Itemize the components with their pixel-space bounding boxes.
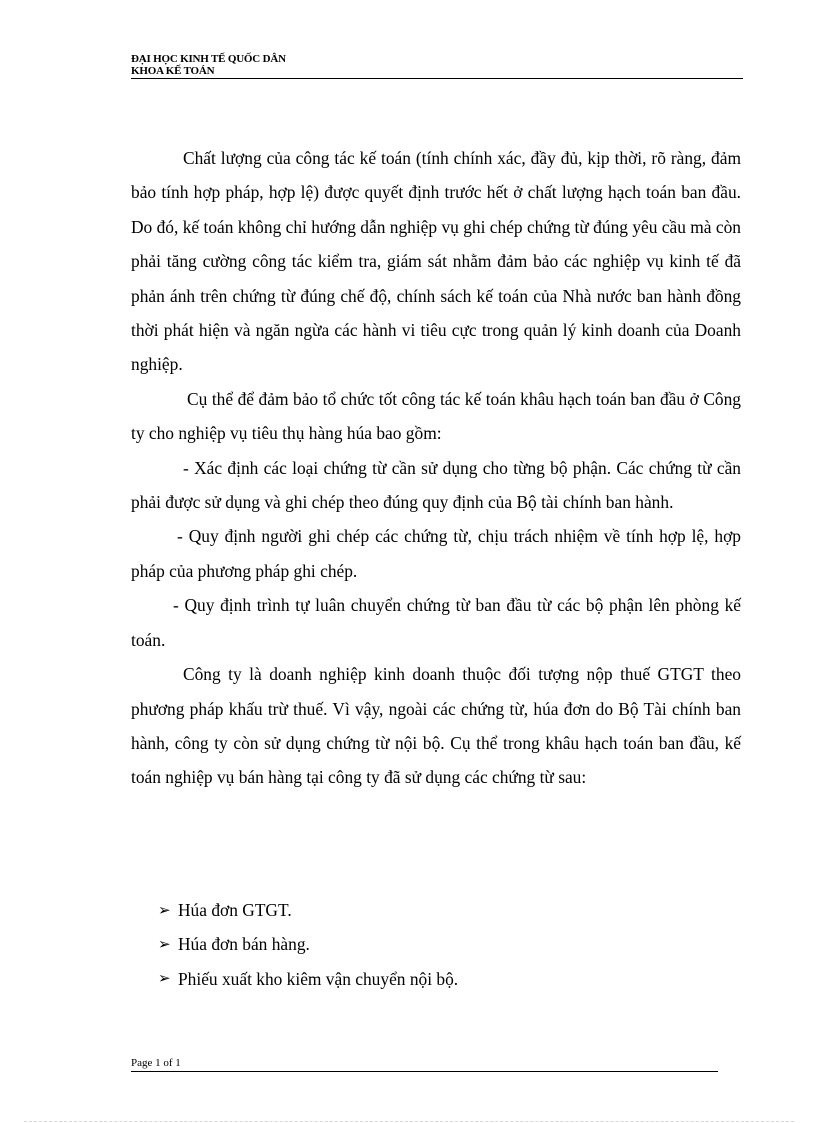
- document-body: [131, 141, 741, 795]
- header-faculty: KHOA KẾ TOÁN: [131, 65, 215, 77]
- list-item: [158, 962, 458, 996]
- list-item-text: Húa đơn bán hàng.: [178, 934, 310, 955]
- arrow-bullet-icon: ➢: [158, 900, 171, 919]
- header-university: ĐẠI HỌC KINH TẾ QUỐC DÂN: [131, 53, 286, 65]
- paragraph-recorder-responsibility: - Quy định người ghi chép các chứng từ, chịu trách nhiệm về tính hợp lệ, hợp pháp của phương pháp ghi chép.: [131, 526, 741, 581]
- list-item-text: Phiếu xuất kho kiêm vận chuyển nội bộ.: [178, 968, 459, 989]
- document-list: [158, 893, 458, 996]
- document-header: [131, 53, 743, 79]
- document-footer: [131, 1056, 718, 1072]
- paragraph-document-types: - Xác định các loại chứng từ cần sử dụng cho từng bộ phận. Các chứng từ cần phải được sử dụng và ghi chép theo đúng quy định của Bộ tài chính ban hành.: [131, 457, 741, 513]
- page-edge-divider: [24, 1121, 794, 1122]
- page-number: Page 1 of 1: [131, 1057, 181, 1069]
- list-item-text: Húa đơn GTGT.: [178, 900, 292, 920]
- list-item: [158, 893, 458, 927]
- arrow-bullet-icon: ➢: [158, 969, 171, 988]
- paragraph-accounting-quality: Chất lượng của công tác kế toán (tính chính xác, đầy đủ, kịp thời, rõ ràng, đảm bảo tính hợp pháp, hợp lệ) được quyết định trước hết ở chất lượng hạch toán ban đầu. Do đó, kế toán không chỉ hướng dẫn nghiệp vụ ghi chép chứng từ đúng yêu cầu mà còn phải tăng cường công tác kiểm tra, giám sát nhằm đảm bảo các nghiệp vụ kinh tế đã phản ánh trên chứng từ đúng chế độ, chính sách kế toán của Nhà nước ban hành đồng thời phát hiện và ngăn ngừa các hành vi tiêu cực trong quản lý kinh doanh của Doanh nghiệp.: [131, 148, 741, 375]
- paragraph-document-flow: - Quy định trình tự luân chuyển chứng từ ban đầu từ các bộ phận lên phòng kế toán.: [131, 595, 741, 650]
- arrow-bullet-icon: ➢: [158, 935, 171, 954]
- list-item: [158, 927, 458, 961]
- paragraph-company-vat: Công ty là doanh nghiệp kinh doanh thuộc đối tượng nộp thuế GTGT theo phương pháp khấu trừ thuế. Vì vậy, ngoài các chứng từ, húa đơn do Bộ Tài chính ban hành, công ty còn sử dụng chứng từ nội bộ. Cụ thể trong khâu hạch toán ban đầu, kế toán nghiệp vụ bán hàng tại công ty đã sử dụng các chứng từ sau:: [131, 664, 741, 788]
- paragraph-organization-intro: Cụ thể để đảm bảo tổ chức tốt công tác kế toán khâu hạch toán ban đầu ở Công ty cho nghiệp vụ tiêu thụ hàng húa bao gồm:: [131, 388, 741, 444]
